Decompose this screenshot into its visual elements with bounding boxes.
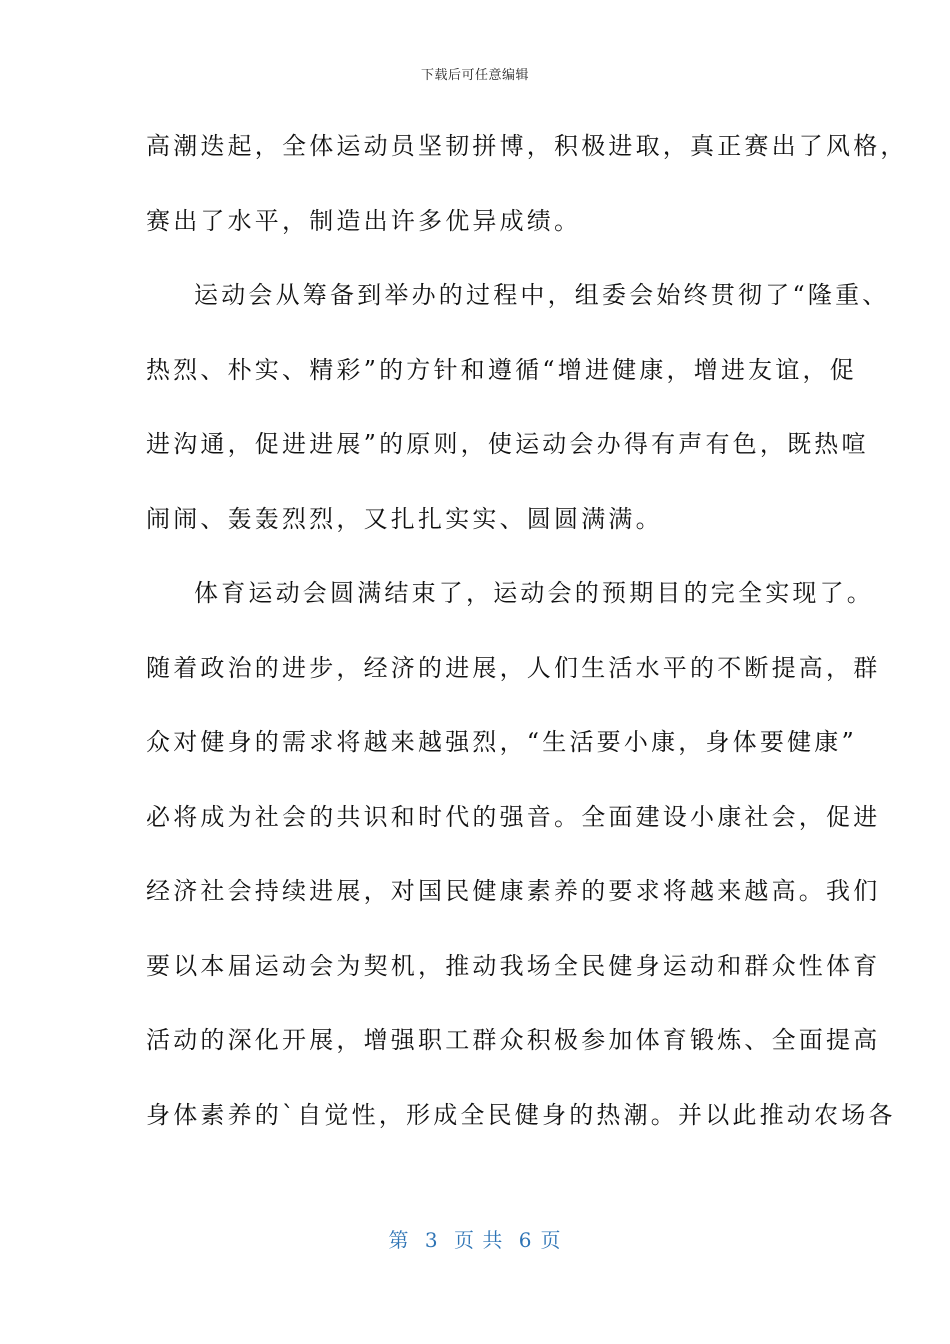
- paragraph-start-line: 体育运动会圆满结束了，运动会的预期目的完全实现了。: [194, 579, 874, 607]
- text-line: 赛出了水平，制造出许多优异成绩。: [146, 206, 582, 235]
- paragraph-start-line: 运动会从筹备到举办的过程中，组委会始终贯彻了“隆重、: [194, 281, 890, 309]
- text-line: 众对健身的需求将越来越强烈，“生活要小康，身体要健康”: [146, 728, 857, 756]
- footer-prefix: 第: [388, 1228, 410, 1252]
- text-line: 闹闹、轰轰烈烈，又扎扎实实、圆圆满满。: [146, 504, 663, 533]
- text-line: 活动的深化开展，增强职工群众积极参加体育锻炼、全面提高: [146, 1026, 881, 1054]
- total-page-number: 6: [518, 1228, 533, 1252]
- footer-middle: 页 共: [454, 1228, 504, 1252]
- document-body: [146, 122, 908, 1165]
- current-page-number: 3: [424, 1228, 439, 1252]
- page-header: 下载后可任意编辑: [420, 68, 529, 83]
- text-line: 经济社会持续进展，对国民健康素养的要求将越来越高。我们: [146, 877, 881, 905]
- text-line: 必将成为社会的共识和时代的强音。全面建设小康社会，促进: [146, 802, 881, 831]
- page-number-footer: [0, 1224, 950, 1253]
- text-line: 随着政治的进步，经济的进展，人们生活水平的不断提高，群: [146, 653, 881, 682]
- text-line: 热烈、朴实、精彩”的方针和遵循“增进健康，增进友谊，促: [146, 355, 857, 384]
- text-line: 高潮迭起，全体运动员坚韧拼博，积极进取，真正赛出了风格，: [146, 132, 908, 160]
- footer-suffix: 页: [540, 1228, 562, 1252]
- text-line: 进沟通，促进进展”的原则，使运动会办得有声有色，既热喧: [146, 430, 869, 458]
- text-line: 身体素养的`自觉性，形成全民健身的热潮。并以此推动农场各: [146, 1100, 896, 1129]
- text-line: 要以本届运动会为契机，推动我场全民健身运动和群众性体育: [146, 951, 881, 980]
